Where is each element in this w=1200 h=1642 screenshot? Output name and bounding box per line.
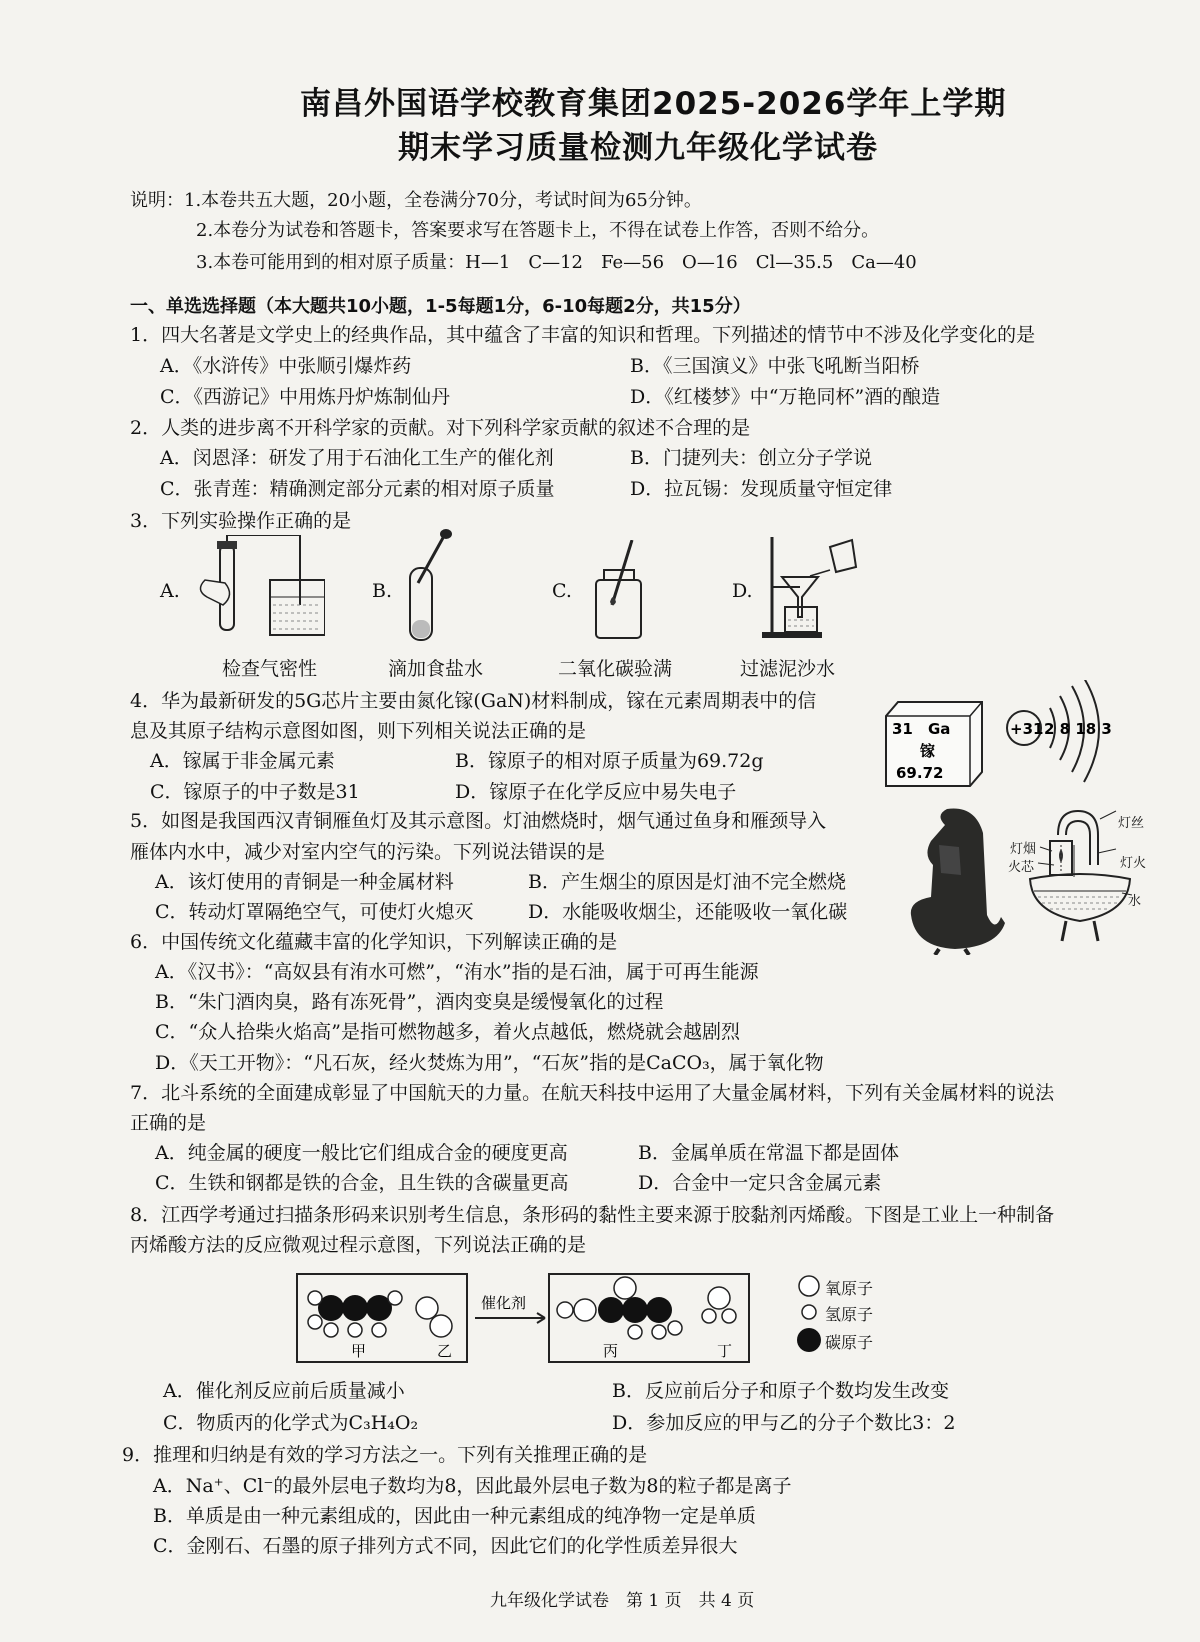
label-jia: 甲 [351, 1342, 367, 1360]
label-core: 火芯 [1008, 860, 1035, 875]
q2-stem: 2．人类的进步离不开科学家的贡献。对下列科学家贡献的叙述不合理的是 [130, 417, 751, 439]
q1-option-c: C．《西游记》中用炼丹炉炼制仙丹 [160, 386, 451, 408]
legend-hydrogen: 氢原子 [825, 1305, 874, 1324]
q7-option-a: A．纯金属的硬度一般比它们组成合金的硬度更高 [155, 1142, 568, 1164]
label-bing: 丙 [603, 1342, 619, 1360]
page-footer: 九年级化学试卷 第 1 页 共 4 页 [490, 1591, 755, 1611]
title-line-2: 期末学习质量检测九年级化学试卷 [398, 130, 878, 166]
title-line-1: 南昌外国语学校教育集团2025-2026学年上学期 [300, 86, 1007, 122]
note-2: 2.本卷分为试卷和答题卡，答案要求写在答题卡上，不得在试卷上作答，否则不给分。 [196, 220, 880, 241]
q6-stem: 6．中国传统文化蕴藏丰富的化学知识，下列解读正确的是 [130, 931, 618, 953]
q6-option-b: B．“朱门酒肉臭，路有冻死骨”，酒肉变臭是缓慢氧化的过程 [155, 991, 664, 1013]
gallium-atomic-number: 31 [892, 720, 913, 738]
label-fire: 灯火 [1120, 856, 1147, 871]
airtightness-check-illustration [195, 535, 325, 640]
q2-option-b: B．门捷列夫：创立分子学说 [630, 447, 872, 469]
gallium-symbol: Ga [928, 720, 951, 738]
q2-option-d: D．拉瓦锡：发现质量守恒定律 [630, 478, 893, 500]
label-yi: 乙 [437, 1342, 453, 1360]
q3-label-d: D. [732, 580, 753, 602]
q3-label-b: B. [372, 580, 393, 602]
nucleus-charge: +31 [1010, 720, 1044, 738]
reaction-micro-diagram [295, 1268, 815, 1368]
q2-option-a: A．闵恩泽：研发了用于石油化工生产的催化剂 [160, 447, 554, 469]
q7-stem-line-1: 7．北斗系统的全面建成彰显了中国航天的力量。在航天科技中运用了大量金属材料，下列有关金属材料的说法 [130, 1082, 1055, 1104]
q8-option-d: D．参加反应的甲与乙的分子个数比3：2 [612, 1412, 956, 1434]
note-1: 说明：1.本卷共五大题，20小题，全卷满分70分，考试时间为65分钟。 [130, 190, 702, 211]
q6-option-a: A．《汉书》：“高奴县有洧水可燃”，“洧水”指的是石油，属于可再生能源 [155, 961, 759, 983]
q8-option-b: B．反应前后分子和原子个数均发生改变 [612, 1380, 949, 1402]
gallium-atom-structure [1000, 680, 1130, 795]
q5-option-c: C．转动灯罩隔绝空气，可使灯火熄灭 [155, 901, 474, 923]
q3-caption-a: 检查气密性 [222, 658, 318, 680]
q7-option-d: D．合金中一定只含金属元素 [638, 1172, 882, 1194]
q1-stem: 1．四大名著是文学史上的经典作品，其中蕴含了丰富的知识和哲理。下列描述的情节中不涉及化学变化的是 [130, 324, 1036, 346]
dropper-illustration [400, 528, 460, 643]
co2-check-illustration [590, 540, 650, 640]
q3-label-c: C. [552, 580, 572, 602]
q7-stem-line-2: 正确的是 [130, 1112, 207, 1134]
electron-shells: 2 8 18 3 [1044, 720, 1112, 738]
q5-stem-line-2: 雁体内水中，减少对室内空气的污染。下列说法错误的是 [130, 841, 606, 863]
q5-option-b: B．产生烟尘的原因是灯油不完全燃烧 [528, 871, 846, 893]
q8-stem-line-2: 丙烯酸方法的反应微观过程示意图，下列说法正确的是 [130, 1234, 587, 1256]
q8-option-c: C．物质丙的化学式为C₃H₄O₂ [163, 1412, 419, 1434]
q4-option-c: C．镓原子的中子数是31 [150, 781, 360, 803]
q9-option-b: B．单质是由一种元素组成的，因此由一种元素组成的纯净物一定是单质 [153, 1505, 756, 1527]
bronze-lamp-photo [905, 805, 1005, 955]
q6-option-c: C．“众人拾柴火焰高”是指可燃物越多，着火点越低，燃烧就会越剧烈 [155, 1021, 740, 1043]
q3-caption-c: 二氧化碳验满 [558, 658, 673, 680]
q6-option-d: D．《天工开物》：“凡石灰，经火焚炼为用”，“石灰”指的是CaCO₃，属于氧化物 [155, 1052, 824, 1074]
q7-option-b: B．金属单质在常温下都是固体 [638, 1142, 899, 1164]
label-smoke: 灯烟 [1010, 842, 1037, 857]
gallium-mass: 69.72 [896, 764, 944, 782]
q3-label-a: A. [160, 580, 180, 602]
q8-option-a: A．催化剂反应前后质量减小 [163, 1380, 405, 1402]
legend-oxygen: 氧原子 [825, 1279, 874, 1298]
q4-option-b: B．镓原子的相对原子质量为69.72g [455, 750, 764, 772]
gallium-name: 镓 [920, 742, 936, 760]
q3-caption-b: 滴加食盐水 [388, 658, 484, 680]
q4-option-d: D．镓原子在化学反应中易失电子 [455, 781, 737, 803]
q1-option-a: A．《水浒传》中张顺引爆炸药 [160, 355, 412, 377]
note-3: 3.本卷可能用到的相对原子质量：H—1 C—12 Fe—56 O—16 Cl—35.5 Ca—40 [196, 252, 917, 273]
q5-option-a: A．该灯使用的青铜是一种金属材料 [155, 871, 454, 893]
q9-option-c: C．金刚石、石墨的原子排列方式不同，因此它们的化学性质差异很大 [153, 1535, 738, 1557]
q5-option-d: D．水能吸收烟尘，还能吸收一氧化碳 [528, 901, 848, 923]
q8-stem-line-1: 8．江西学考通过扫描条形码来识别考生信息，条形码的黏性主要来源于胶黏剂丙烯酸。下图是工业上一种制备 [130, 1204, 1055, 1226]
q3-stem: 3．下列实验操作正确的是 [130, 510, 352, 532]
q1-option-b: B．《三国演义》中张飞吼断当阳桥 [630, 355, 920, 377]
q5-stem-line-1: 5．如图是我国西汉青铜雁鱼灯及其示意图。灯油燃烧时，烟气通过鱼身和雁颈导入 [130, 810, 827, 832]
label-wick: 灯丝 [1118, 816, 1145, 831]
label-water: 水 [1128, 894, 1142, 909]
q2-option-c: C．张青莲：精确测定部分元素的相对原子质量 [160, 478, 555, 500]
legend-carbon: 碳原子 [825, 1333, 874, 1352]
gallium-element-tile [884, 700, 984, 788]
q7-option-c: C．生铁和钢都是铁的合金，且生铁的含碳量更高 [155, 1172, 569, 1194]
filtration-illustration [760, 532, 860, 642]
q4-stem-line-1: 4．华为最新研发的5G芯片主要由氮化镓(GaN)材料制成，镓在元素周期表中的信 [130, 690, 817, 712]
q9-stem: 9．推理和归纳是有效的学习方法之一。下列有关推理正确的是 [122, 1444, 648, 1466]
q4-option-a: A．镓属于非金属元素 [150, 750, 335, 772]
q4-stem-line-2: 息及其原子结构示意图如图，则下列相关说法正确的是 [130, 720, 587, 742]
q9-option-a: A．Na⁺、Cl⁻的最外层电子数均为8，因此最外层电子数为8的粒子都是离子 [153, 1475, 792, 1497]
label-ding: 丁 [717, 1342, 733, 1360]
section-1-heading: 一、单选选择题（本大题共10小题，1-5每题1分，6-10每题2分，共15分） [130, 296, 751, 317]
q3-caption-d: 过滤泥沙水 [740, 658, 836, 680]
catalyst-label: 催化剂 [481, 1294, 527, 1312]
q1-option-d: D．《红楼梦》中“万艳同杯”酒的酿造 [630, 386, 941, 408]
